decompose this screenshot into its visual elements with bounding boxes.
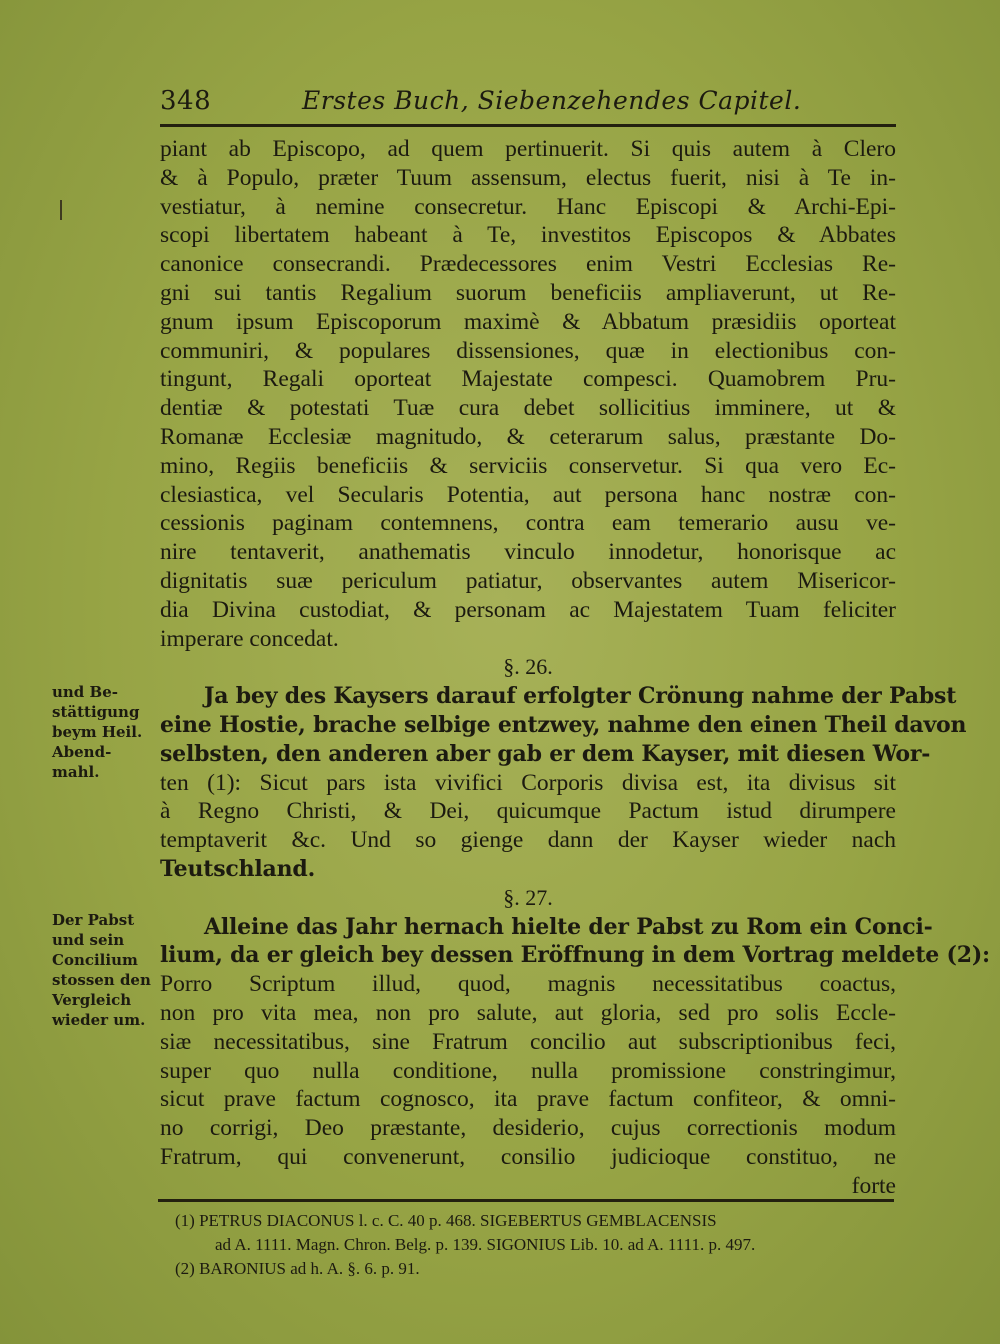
footnote-2: (2) BARONIUS ad h. A. §. 6. p. 91. <box>175 1259 420 1278</box>
text-line: & à Populo, præter Tuum assensum, electus fuerit, nisi à Te in- <box>160 164 896 191</box>
footnote-1-continued: ad A. 1111. Magn. Chron. Belg. p. 139. SIGONIUS Lib. 10. ad A. 1111. p. 497. <box>215 1235 756 1254</box>
margin-note-line: Der Pabst <box>52 911 135 929</box>
main-text <box>160 135 990 1200</box>
margin-note-line: mahl. <box>52 763 100 781</box>
section-heading-27: §. 27. <box>503 884 553 910</box>
margin-note-line: Abend- <box>52 743 112 761</box>
text-line: Alleine das Jahr hernach hielte der Pabst zu Rom ein Conci- <box>204 913 933 940</box>
text-line: Ja bey des Kaysers darauf erfolgter Crönung nahme der Pabst <box>204 683 957 710</box>
text-line: no corrigi, Deo præstante, desiderio, cujus correctionis modum <box>160 1115 896 1142</box>
text-line: nire tentaverit, anathematis vinculo innodetur, honorisque ac <box>160 539 896 566</box>
text-line: clesiastica, vel Secularis Potentia, aut persona hanc nostræ con- <box>160 481 896 508</box>
header-rule <box>160 124 896 130</box>
margin-note-line: wieder um. <box>52 1011 146 1029</box>
margin-note-26 <box>52 682 156 782</box>
running-title: Erstes Buch, Siebenzehendes Capitel. <box>302 86 802 115</box>
margin-note-27 <box>52 910 156 1030</box>
margin-note-line: Vergleich <box>52 991 132 1009</box>
margin-note-line: und sein <box>52 931 125 949</box>
text-line: Fratrum, qui convenerunt, consilio judicioque constituo, ne <box>160 1143 896 1170</box>
text-line: dia Divina custodiat, & personam ac Majestatem Tuam feliciter <box>160 596 896 623</box>
text-line: à Regno Christi, & Dei, quicumque Pactum istud dirumpere <box>160 798 896 825</box>
page-header <box>160 86 896 120</box>
margin-mark <box>60 200 62 220</box>
margin-note-line: beym Heil. <box>52 723 143 741</box>
footnote-1: (1) PETRUS DIACONUS l. c. C. 40 p. 468. SIGEBERTUS GEMBLACENSIS <box>175 1211 717 1230</box>
text-line: super quo nulla conditione, nulla promissione constringimur, <box>160 1057 896 1084</box>
text-line: dentiæ & potestati Tuæ cura debet sollicitius imminere, ut & <box>160 395 896 422</box>
text-line: scopi libertatem habeant à Te, investitos Episcopos & Abbates <box>160 222 896 249</box>
text-line: canonice consecrandi. Prædecessores enim Vestri Ecclesias Re- <box>160 251 896 278</box>
text-line: siæ necessitatibus, sine Fratrum concilio aut subscriptionibus feci, <box>160 1028 896 1055</box>
text-line: temptaverit &c. Und so gienge dann der Kayser wieder nach <box>160 827 896 854</box>
footnotes <box>175 1209 895 1281</box>
text-line: ten (1): Sicut pars ista vivifici Corporis divisa est, ita divisus sit <box>160 769 896 796</box>
text-line: lium, da er gleich bey dessen Eröffnung in dem Vortrag meldete (2): <box>160 942 990 969</box>
text-line: dignitatis suæ periculum patiatur, observantes autem Misericor- <box>160 567 896 594</box>
text-line: mino, Regiis beneficiis & serviciis conservetur. Si qua vero Ec- <box>160 452 896 479</box>
text-line: Romanæ Ecclesiæ magnitudo, & ceterarum salus, præstante Do- <box>160 423 896 450</box>
catchword: forte <box>851 1172 896 1199</box>
footnote-rule <box>158 1199 894 1202</box>
text-line: gnum ipsum Episcoporum maximè & Abbatum præsidiis oporteat <box>160 308 896 335</box>
page-number: 348 <box>160 86 212 116</box>
margin-note-line: stättigung <box>52 703 140 721</box>
text-line: sicut prave factum cognosco, ita prave factum confiteor, & omni- <box>160 1086 896 1113</box>
paragraph-27 <box>160 913 990 1201</box>
text-line: tingunt, Regali oporteat Majestate compesci. Quamobrem Pru- <box>160 366 896 393</box>
latin-block-1 <box>160 135 896 653</box>
text-line: Teutschland. <box>160 855 316 882</box>
section-heading-26: §. 26. <box>503 654 553 680</box>
text-line: non pro vita mea, non pro salute, aut gloria, sed pro solis Eccle- <box>160 999 896 1026</box>
text-line: vestiatur, à nemine consecretur. Hanc Episcopi & Archi-Epi- <box>160 193 896 220</box>
text-line: Porro Scriptum illud, quod, magnis necessitatibus coactus, <box>160 971 896 998</box>
margin-note-line: Concilium <box>52 951 138 969</box>
text-line: eine Hostie, brache selbige entzwey, nahme den einen Theil davon <box>160 711 967 738</box>
text-line: communiri, & populares dissensiones, quæ in electionibus con- <box>160 337 896 364</box>
text-line: piant ab Episcopo, ad quem pertinuerit. Si quis autem à Clero <box>160 136 896 162</box>
text-line: selbsten, den anderen aber gab er dem Kayser, mit diesen Wor- <box>160 740 931 767</box>
margin-note-line: und Be- <box>52 683 118 701</box>
paragraph-26 <box>160 682 967 884</box>
text-line: cessionis paginam contemnens, contra eam temerario ausu ve- <box>160 510 896 537</box>
margin-note-line: stossen den <box>52 971 151 989</box>
text-line: imperare concedat. <box>160 625 339 652</box>
text-line: gni sui tantis Regalium suorum beneficiis ampliaverunt, ut Re- <box>160 279 896 306</box>
